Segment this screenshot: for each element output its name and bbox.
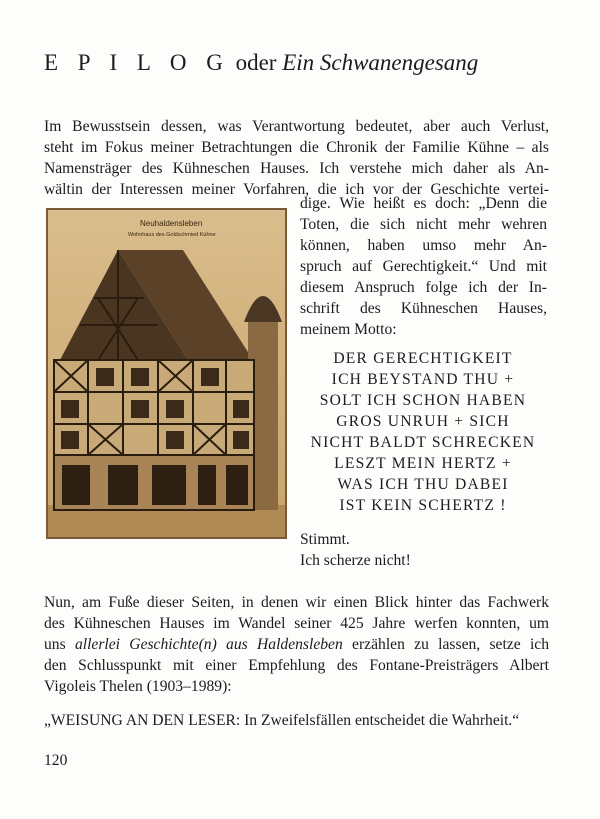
intro-line: Im Bewusstsein dessen, was Verantwortung bedeutet, aber auch Verlust,: [44, 118, 549, 135]
motto-line: NICHT BALDT SCHRECKEN: [310, 434, 536, 451]
closing-line: des Kühneschen Hauses im Wandel seiner 425 Jahre werfen konnten, um: [44, 615, 549, 632]
right-line: können, haben umso mehr An-: [300, 237, 547, 254]
closing-italic-title: allerlei Geschichte(n) aus Haldensleben: [74, 636, 343, 653]
right-paragraph: [300, 193, 547, 340]
intro-line: Namensträger des Kühneschen Hauses. Ich verstehe mich daher als An-: [44, 160, 549, 177]
stimmt-line: Ich scherze nicht!: [300, 552, 411, 569]
house-photo: [46, 208, 287, 539]
closing-line: den Schlusspunkt mit einer Empfehlung des Fontane-Preisträgers Albert: [44, 657, 549, 674]
title-italic: Ein Schwanengesang: [282, 50, 479, 75]
page-title: [44, 50, 478, 76]
right-line: Toten, die sich nicht mehr wehren: [300, 216, 547, 233]
closing-text: uns: [44, 636, 75, 653]
motto-line: LESZT MEIN HERTZ +: [334, 455, 512, 472]
motto-line: IST KEIN SCHERTZ !: [339, 497, 507, 514]
title-normal: oder: [235, 50, 277, 75]
photo-caption-title: Neuhaldensleben: [140, 219, 203, 228]
intro-line: steht im Fokus meiner Betrachtungen die Chronik der Familie Kühne – als: [44, 139, 549, 156]
quote-line: „WEISUNG AN DEN LESER: In Zweifelsfällen entscheidet die Wahrheit.“: [44, 712, 520, 729]
motto-line: ICH BEYSTAND THU +: [331, 371, 515, 388]
right-line: digе. Wie heißt es doch: „Denn die: [300, 195, 547, 212]
intro-paragraph: [44, 116, 549, 200]
closing-line: Nun, am Fuße dieser Seiten, in denen wir einen Blick hinter das Fachwerk: [44, 594, 549, 611]
motto-inscription: [300, 348, 546, 516]
motto-line: WAS ICH THU DABEI: [337, 476, 509, 493]
closing-paragraph: [44, 592, 549, 697]
right-line: meinem Motto:: [300, 321, 397, 338]
title-caps: E P I L O G: [44, 50, 230, 75]
motto-line: SOLT ICH SCHON HABEN: [319, 392, 527, 409]
right-line: schrift des Kühneschen Hauses,: [300, 300, 547, 317]
right-line: diesem Anspruch folge ich der In-: [300, 279, 547, 296]
intro-line: wältin der Interessen meiner Vorfahren, die ich vor der Geschichte vertei-: [44, 181, 549, 198]
closing-line: [44, 634, 549, 655]
right-line: spruch auf Gerechtigkeit.“ Und mit: [300, 258, 547, 275]
motto-line: GROS UNRUH + SICH: [336, 413, 510, 430]
house-illustration: [48, 210, 285, 537]
closing-text: erzählen zu lassen, setze ich: [342, 636, 549, 653]
stimmt-paragraph: [300, 529, 547, 571]
quote: [44, 710, 554, 731]
motto-line: DER GERECHTIGKEIT: [333, 350, 513, 367]
closing-line: Vigoleis Thelen (1903–1989):: [44, 678, 232, 695]
photo-caption-sub: Wohnhaus des Goldschmied Kühne: [128, 232, 216, 238]
stimmt-line: Stimmt.: [300, 531, 350, 548]
page-number: 120: [44, 752, 68, 769]
